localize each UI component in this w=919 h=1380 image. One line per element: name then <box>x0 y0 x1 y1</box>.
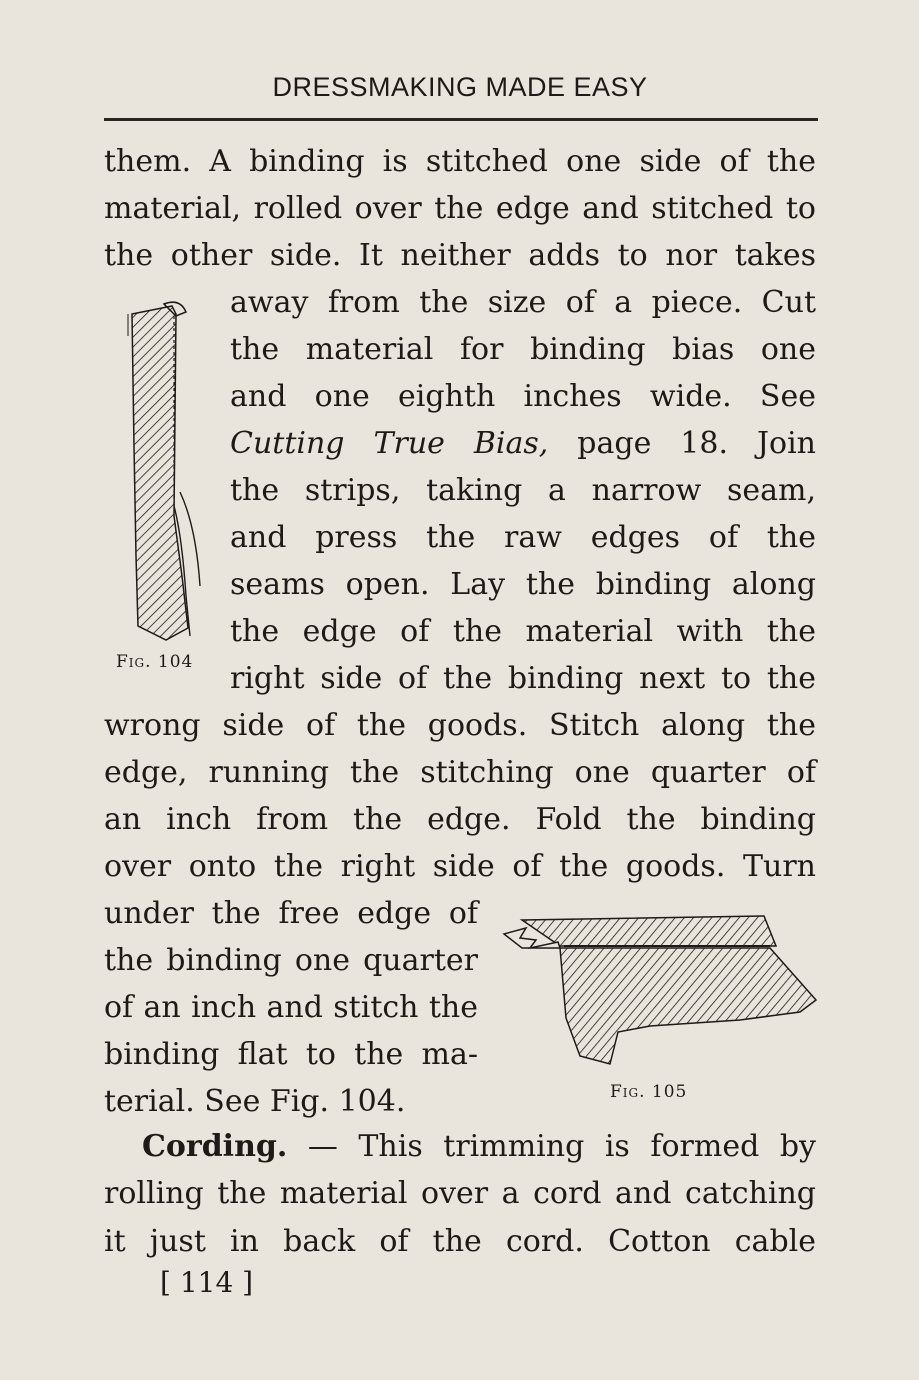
figure-104-illustration <box>124 296 210 648</box>
text-line: it just in back of the cord. Cotton cable <box>104 1224 816 1259</box>
text-line: the material for binding bias one <box>230 332 816 367</box>
text-line: the strips, taking a narrow seam, <box>230 473 816 508</box>
text-line: wrong side of the goods. Stitch along the <box>104 708 816 743</box>
text-line: binding flat to the ma- <box>104 1037 478 1072</box>
text-line-rest: page 18. Join <box>577 426 816 461</box>
text-line: over onto the right side of the goods. Turn <box>104 849 816 884</box>
text-line: right side of the binding next to the <box>230 661 816 696</box>
header-rule <box>104 118 818 121</box>
text-line: material, rolled over the edge and stitched to <box>104 191 816 226</box>
text-line <box>142 1127 816 1167</box>
figure-104-caption: Fig. 104 <box>116 652 194 672</box>
cross-reference-title: Cutting True Bias, <box>230 426 549 461</box>
text-line: under the free edge of <box>104 896 478 931</box>
running-head: DRESSMAKING MADE EASY <box>272 72 648 102</box>
text-line: of an inch and stitch the <box>104 990 478 1025</box>
text-line: the binding one quarter <box>104 943 478 978</box>
text-line: and one eighth inches wide. See <box>230 379 816 414</box>
text-line: terial. See Fig. 104. <box>104 1084 406 1119</box>
text-line: an inch from the edge. Fold the binding <box>104 802 816 837</box>
text-line: and press the raw edges of the <box>230 520 816 555</box>
figure-105-caption: Fig. 105 <box>610 1082 688 1102</box>
text-line: edge, running the stitching one quarter of <box>104 755 816 790</box>
section-heading: Cording. <box>142 1129 288 1164</box>
text-line <box>230 424 816 464</box>
text-line: them. A binding is stitched one side of the <box>104 144 816 179</box>
text-line: away from the size of a piece. Cut <box>230 285 816 320</box>
text-line: the other side. It neither adds to nor takes <box>104 238 816 273</box>
text-line: rolling the material over a cord and catching <box>104 1176 816 1211</box>
page-number: [ 114 ] <box>160 1266 254 1299</box>
text-line-rest: — This trimming is formed by <box>287 1129 816 1164</box>
text-line: the edge of the material with the <box>230 614 816 649</box>
text-line: seams open. Lay the binding along <box>230 567 816 602</box>
figure-105-illustration <box>500 908 820 1066</box>
